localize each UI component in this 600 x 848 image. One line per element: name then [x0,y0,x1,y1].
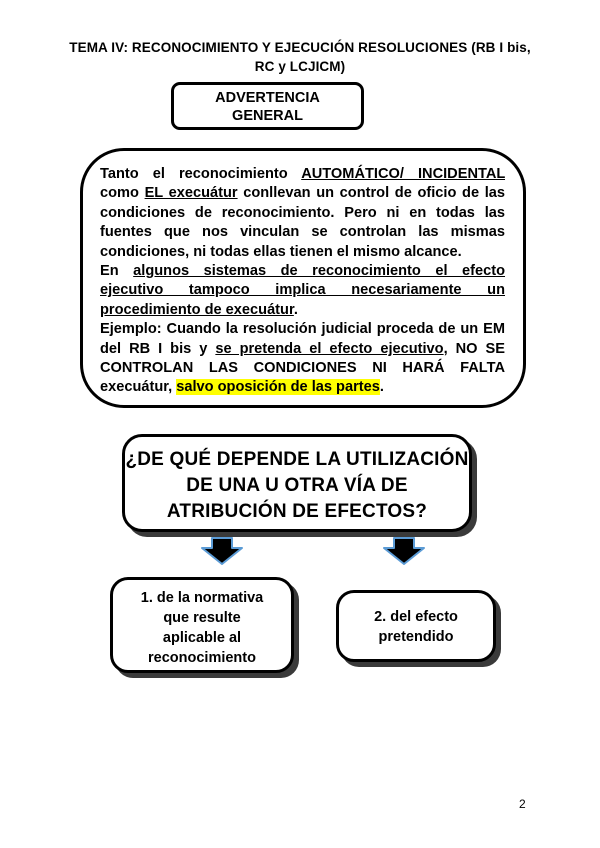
warning-heading-line-2: GENERAL [232,108,303,124]
question-box [122,434,472,532]
warning-heading-box [171,82,364,130]
option-1-line-2: que resulte [163,610,241,626]
p2-text-a: En [100,263,134,280]
p3-text-e: . [379,379,384,396]
warning-heading-line-1: ADVERTENCIA [215,90,320,106]
paragraph-1 [100,165,505,262]
p1-underlined-exequatur: EL execuátur [144,185,238,202]
question-line-2: DE UNA U OTRA VÍA DE [186,475,408,496]
option-1-line-1: 1. de la normativa [140,590,264,606]
page-title [40,38,560,76]
question-line-3: ATRIBUCIÓN DE EFECTOS? [166,501,428,522]
option-1-line-3: aplicable al [162,630,242,646]
p1-text-e: conllevan un control de oficio de las condiciones de reconocimiento. Pero ni en todas las fuentes que nos vinculan se controlan las mismas condiciones, ni todas ellas tienen el mismo alcance. [100,185,506,260]
question-line-1: ¿DE QUÉ DEPENDE LA UTILIZACIÓN [125,449,469,470]
p3-text-a: Ejemplo: Cuando la resolución judicial proceda de un EM del RB I bis y [100,321,505,357]
down-arrow-icon [382,537,426,565]
option-2-line-2: pretendido [378,629,454,645]
p1-underlined-automatic: AUTOMÁTICO/ INCIDENTAL [301,166,506,182]
option-1-line-4: reconocimiento [148,650,256,666]
paragraph-2 [100,262,505,320]
option-box-normativa [110,577,294,673]
p3-underlined-text: se pretenda el efecto ejecutivo [215,340,444,357]
p2-underlined-text: algunos sistemas de reconocimiento el efecto ejecutivo tampoco implica necesariamente un procedimiento de execuátur [100,263,506,318]
down-arrow-icon [200,537,244,565]
p3-highlighted-text: salvo oposición de las partes [176,379,380,396]
page-number: 2 [519,797,526,811]
paragraph-3 [100,320,505,398]
option-box-efecto [336,590,496,662]
p3-text-c: , NO SE CONTROLAN LAS CONDICIONES NI HARÁ FALTA execuátur, [100,340,505,396]
p1-text-a: Tanto el reconocimiento [100,166,302,182]
warning-text-box [80,148,526,408]
title-line-2: RC y LCJICM) [254,59,346,74]
p1-text-c: como [100,185,145,202]
option-2-line-1: 2. del efecto [374,609,458,625]
p2-text-c: . [293,301,298,318]
title-line-1: TEMA IV: RECONOCIMIENTO Y EJECUCIÓN RESOLUCIONES (RB I bis, [69,40,531,55]
